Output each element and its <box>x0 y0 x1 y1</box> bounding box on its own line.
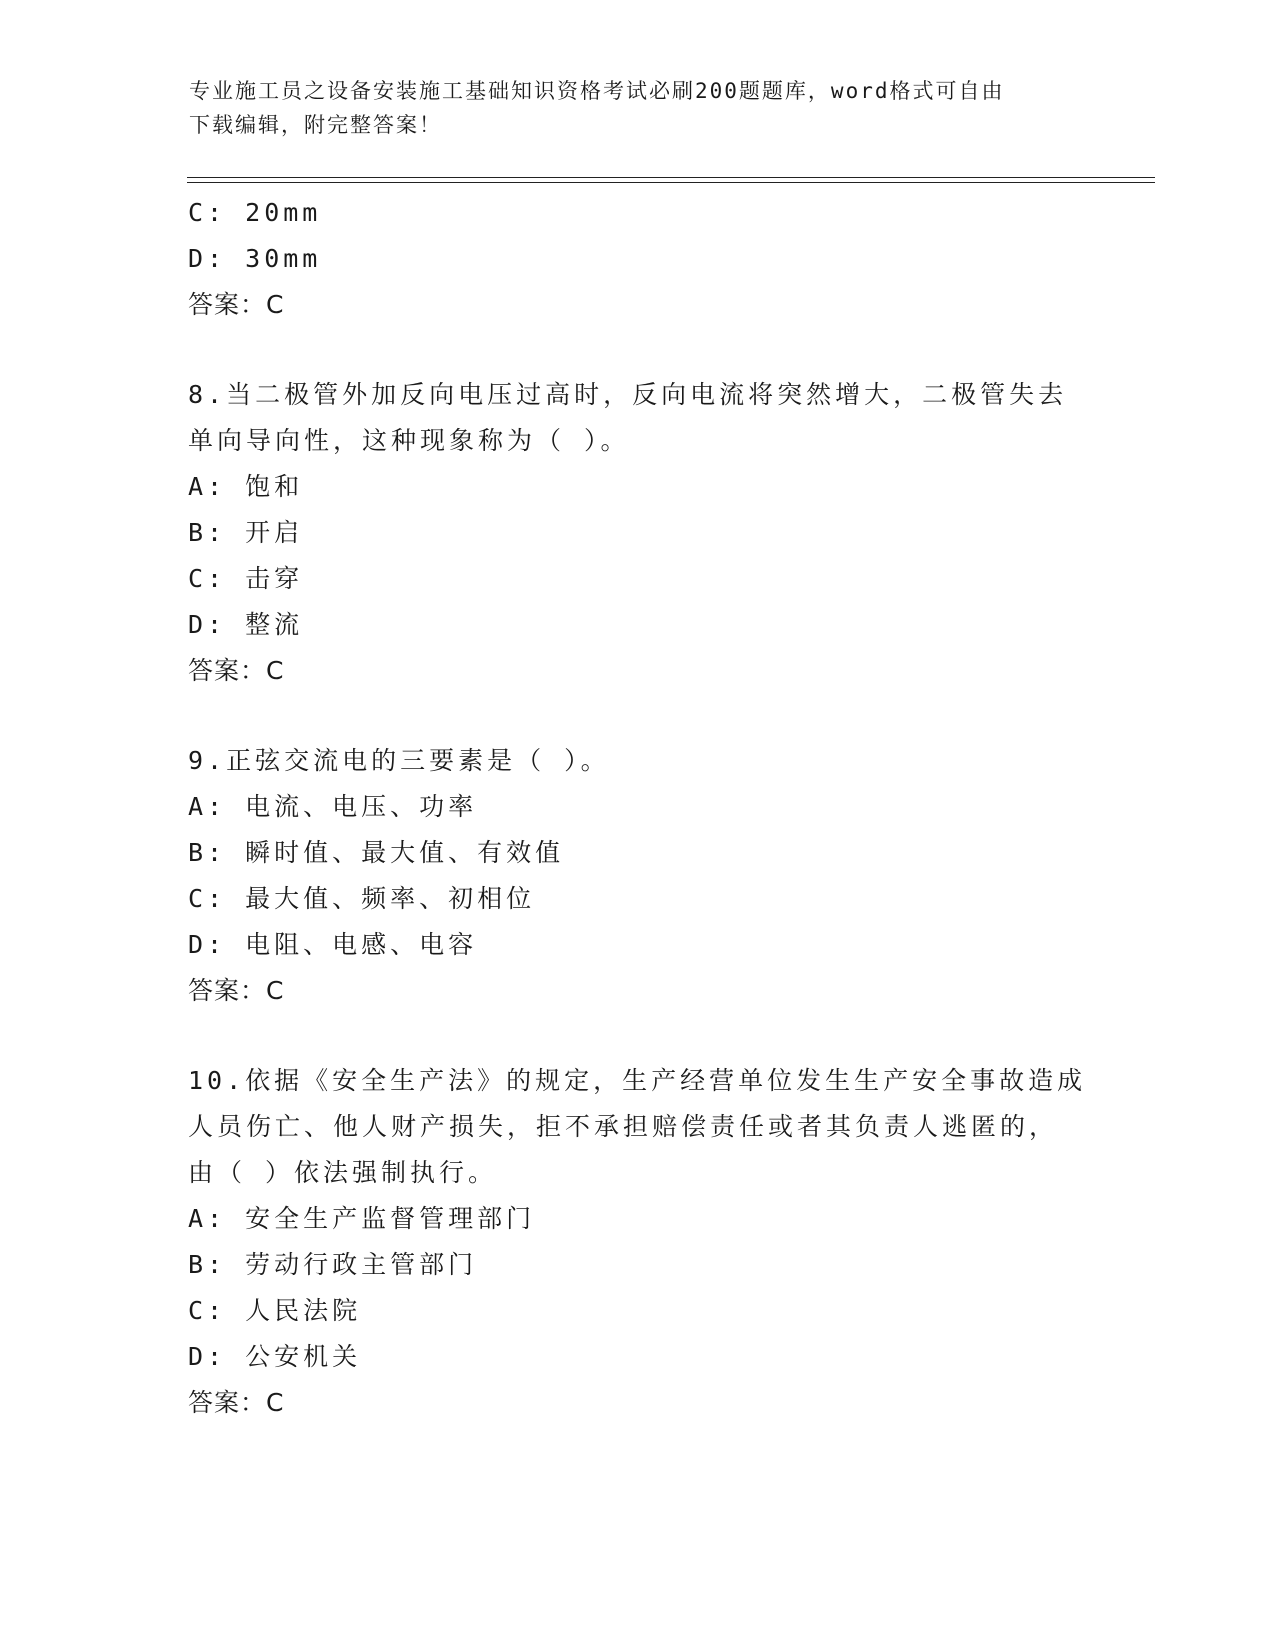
question-text-line: 8.当二极管外加反向电压过高时，反向电流将突然增大，二极管失去 <box>188 380 1068 409</box>
option-c: C: 最大值、频率、初相位 <box>188 884 536 913</box>
option-d: D: 公安机关 <box>188 1342 362 1371</box>
option-a: A: 安全生产监督管理部门 <box>188 1204 536 1233</box>
option-b: B: 瞬时值、最大值、有效值 <box>188 838 565 867</box>
question-list <box>188 190 1088 1426</box>
question-text-line: 单向导向性，这种现象称为（ ）。 <box>188 426 630 455</box>
header-divider-bottom <box>187 182 1155 183</box>
header-title-line-2: 下载编辑，附完整答案！ <box>189 113 442 137</box>
option-b: B: 劳动行政主管部门 <box>188 1250 478 1279</box>
question-block-7 <box>188 190 1088 328</box>
question-text-line: 人员伤亡、他人财产损失，拒不承担赔偿责任或者其负责人逃匿的， <box>188 1112 1059 1141</box>
question-text-line: 由（ ）依法强制执行。 <box>188 1158 498 1187</box>
question-text-line: 10.依据《安全生产法》的规定，生产经营单位发生生产安全事故造成 <box>188 1066 1087 1095</box>
option-c: C: 20mm <box>188 198 322 227</box>
answer-label: 答案：C <box>188 1388 285 1417</box>
option-a: A: 电流、电压、功率 <box>188 792 478 821</box>
option-d: D: 电阻、电感、电容 <box>188 930 478 959</box>
option-d: D: 30mm <box>188 244 322 273</box>
answer-label: 答案：C <box>188 290 285 319</box>
option-a: A: 饱和 <box>188 472 304 501</box>
option-d: D: 整流 <box>188 610 304 639</box>
question-block-8 <box>188 372 1088 694</box>
question-block-10 <box>188 1058 1088 1426</box>
header-title-line-1: 专业施工员之设备安装施工基础知识资格考试必刷200题题库，word格式可自由 <box>189 79 1005 103</box>
option-c: C: 人民法院 <box>188 1296 362 1325</box>
option-c: C: 击穿 <box>188 564 304 593</box>
header-divider-top <box>187 177 1155 178</box>
question-block-9 <box>188 738 1088 1014</box>
answer-label: 答案：C <box>188 656 285 685</box>
document-header <box>189 74 1069 142</box>
option-b: B: 开启 <box>188 518 304 547</box>
answer-label: 答案：C <box>188 976 285 1005</box>
question-text-line: 9.正弦交流电的三要素是（ ）。 <box>188 746 610 775</box>
